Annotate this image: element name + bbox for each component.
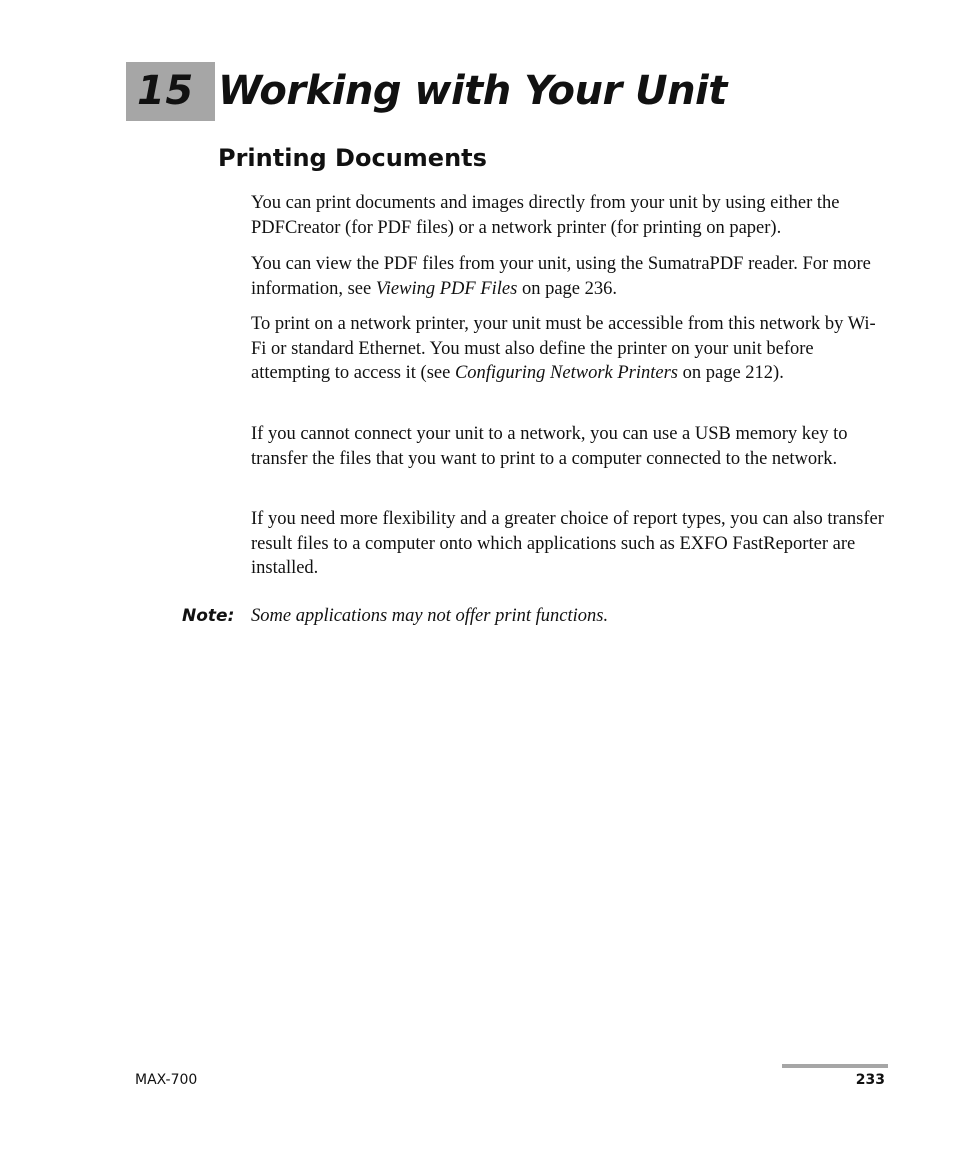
paragraph-text: You can view the PDF files from your unit, using the SumatraPDF reader. For more information, see xyxy=(251,254,871,299)
paragraph-text: on page 212). xyxy=(678,363,784,383)
section-title: Printing Documents xyxy=(218,144,487,172)
paragraph-print-overview: You can print documents and images directly from your unit by using either the PDFCreator (for PDF files) or a network printer (for printing on paper). xyxy=(251,193,840,238)
footer-page-number: 233 xyxy=(855,1072,885,1088)
footer-rule xyxy=(782,1064,888,1068)
cross-reference-viewing-pdf-files[interactable]: Viewing PDF Files xyxy=(375,278,518,299)
paragraph-view-pdf xyxy=(251,252,891,301)
paragraph-usb-transfer: If you cannot connect your unit to a network, you can use a USB memory key to transfer the files that you want to print to a computer connected to the network. xyxy=(251,424,848,469)
chapter-title: Working with Your Unit xyxy=(218,68,727,114)
paragraph-network-printer xyxy=(251,312,891,386)
cross-reference-configuring-network-printers[interactable]: Configuring Network Printers xyxy=(454,363,678,383)
note-label: Note: xyxy=(182,606,235,626)
paragraph-text: To print on a network printer, your unit must be accessible from this network by Wi-Fi or standard Ethernet. You must also define the printer on your unit before attempting to access it (see xyxy=(251,314,876,383)
paragraph-text: on page 236. xyxy=(517,278,617,299)
chapter-number: 15 xyxy=(137,68,194,114)
footer-product-name: MAX-700 xyxy=(135,1072,198,1088)
note-text: Some applications may not offer print functions. xyxy=(251,606,609,626)
paragraph-fastreporter: If you need more flexibility and a greater choice of report types, you can also transfer result files to a computer onto which applications such as EXFO FastReporter are installed. xyxy=(251,509,884,578)
